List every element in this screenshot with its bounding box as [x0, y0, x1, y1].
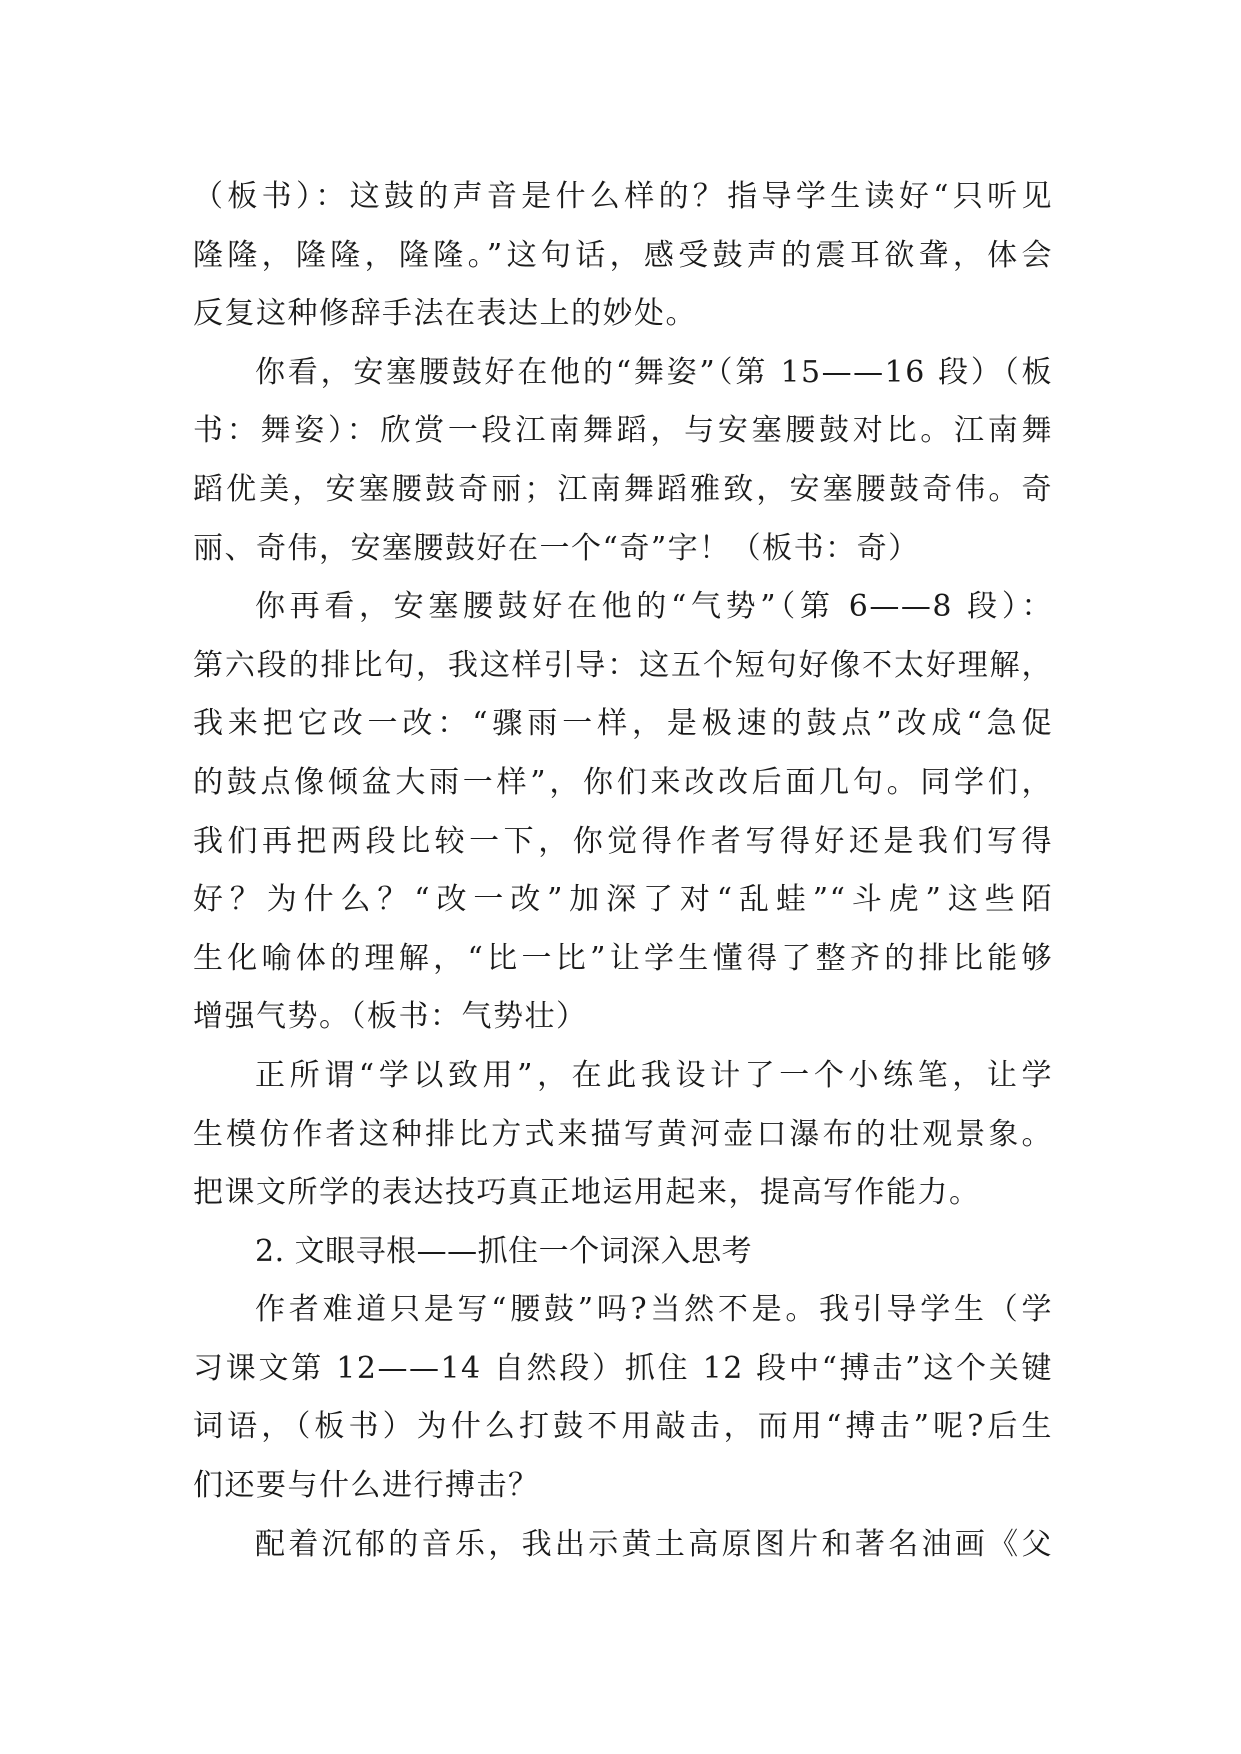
paragraph-start-line: 你看，安塞腰鼓好在他的“舞姿”（第 15——16 段）（板	[255, 354, 1053, 390]
text-line: 我们再把两段比较一下，你觉得作者写得好还是我们写得	[193, 823, 1053, 859]
text-line: 蹈优美，安塞腰鼓奇丽；江南舞蹈雅致，安塞腰鼓奇伟。奇	[193, 471, 1053, 507]
paragraph-start-line: 配着沉郁的音乐，我出示黄土高原图片和著名油画《父	[255, 1526, 1053, 1562]
text-line: 书：舞姿）：欣赏一段江南舞蹈，与安塞腰鼓对比。江南舞	[193, 413, 1053, 449]
text-line: 第六段的排比句，我这样引导：这五个短句好像不太好理解，	[193, 647, 1053, 683]
text-line: 把课文所学的表达技巧真正地运用起来，提高写作能力。	[193, 1175, 981, 1211]
document-page	[193, 168, 1053, 1574]
text-line: 增强气势。（板书：气势壮）	[193, 999, 588, 1035]
text-line: 隆隆，隆隆，隆隆。”这句话，感受鼓声的震耳欲聋，体会	[193, 237, 1053, 273]
text-line: 生模仿作者这种排比方式来描写黄河壶口瀑布的壮观景象。	[193, 1116, 1053, 1152]
text-line: 好？为什么？“改一改”加深了对“乱蛙”“斗虎”这些陌	[193, 882, 1053, 918]
text-line: 我来把它改一改：“骤雨一样，是极速的鼓点”改成“急促	[193, 706, 1053, 742]
text-line: 生化喻体的理解，“比一比”让学生懂得了整齐的排比能够	[193, 940, 1053, 976]
text-line: （板书）：这鼓的声音是什么样的？指导学生读好“只听见	[193, 179, 1053, 214]
text-line: 反复这种修辞手法在表达上的妙处。	[193, 296, 697, 332]
text-line: 们还要与什么进行搏击？	[193, 1468, 540, 1504]
text-line: 的鼓点像倾盆大雨一样”，你们来改改后面几句。同学们，	[193, 764, 1053, 800]
paragraph-start-line: 你再看，安塞腰鼓好在他的“气势”（第 6——8 段）：	[255, 589, 1053, 625]
text-line: 习课文第 12——14 自然段）抓住 12 段中“搏击”这个关键	[193, 1350, 1053, 1386]
paragraph-start-line: 作者难道只是写“腰鼓”吗?当然不是。我引导学生（学	[255, 1292, 1053, 1328]
paragraph-start-line: 正所谓“学以致用”，在此我设计了一个小练笔，让学	[255, 1057, 1053, 1093]
section-heading: 2. 文眼寻根——抓住一个词深入思考	[255, 1233, 753, 1269]
text-line: 丽、奇伟，安塞腰鼓好在一个“奇”字！（板书：奇）	[193, 530, 920, 566]
text-line: 词语，（板书）为什么打鼓不用敲击，而用“搏击”呢?后生	[193, 1409, 1053, 1445]
